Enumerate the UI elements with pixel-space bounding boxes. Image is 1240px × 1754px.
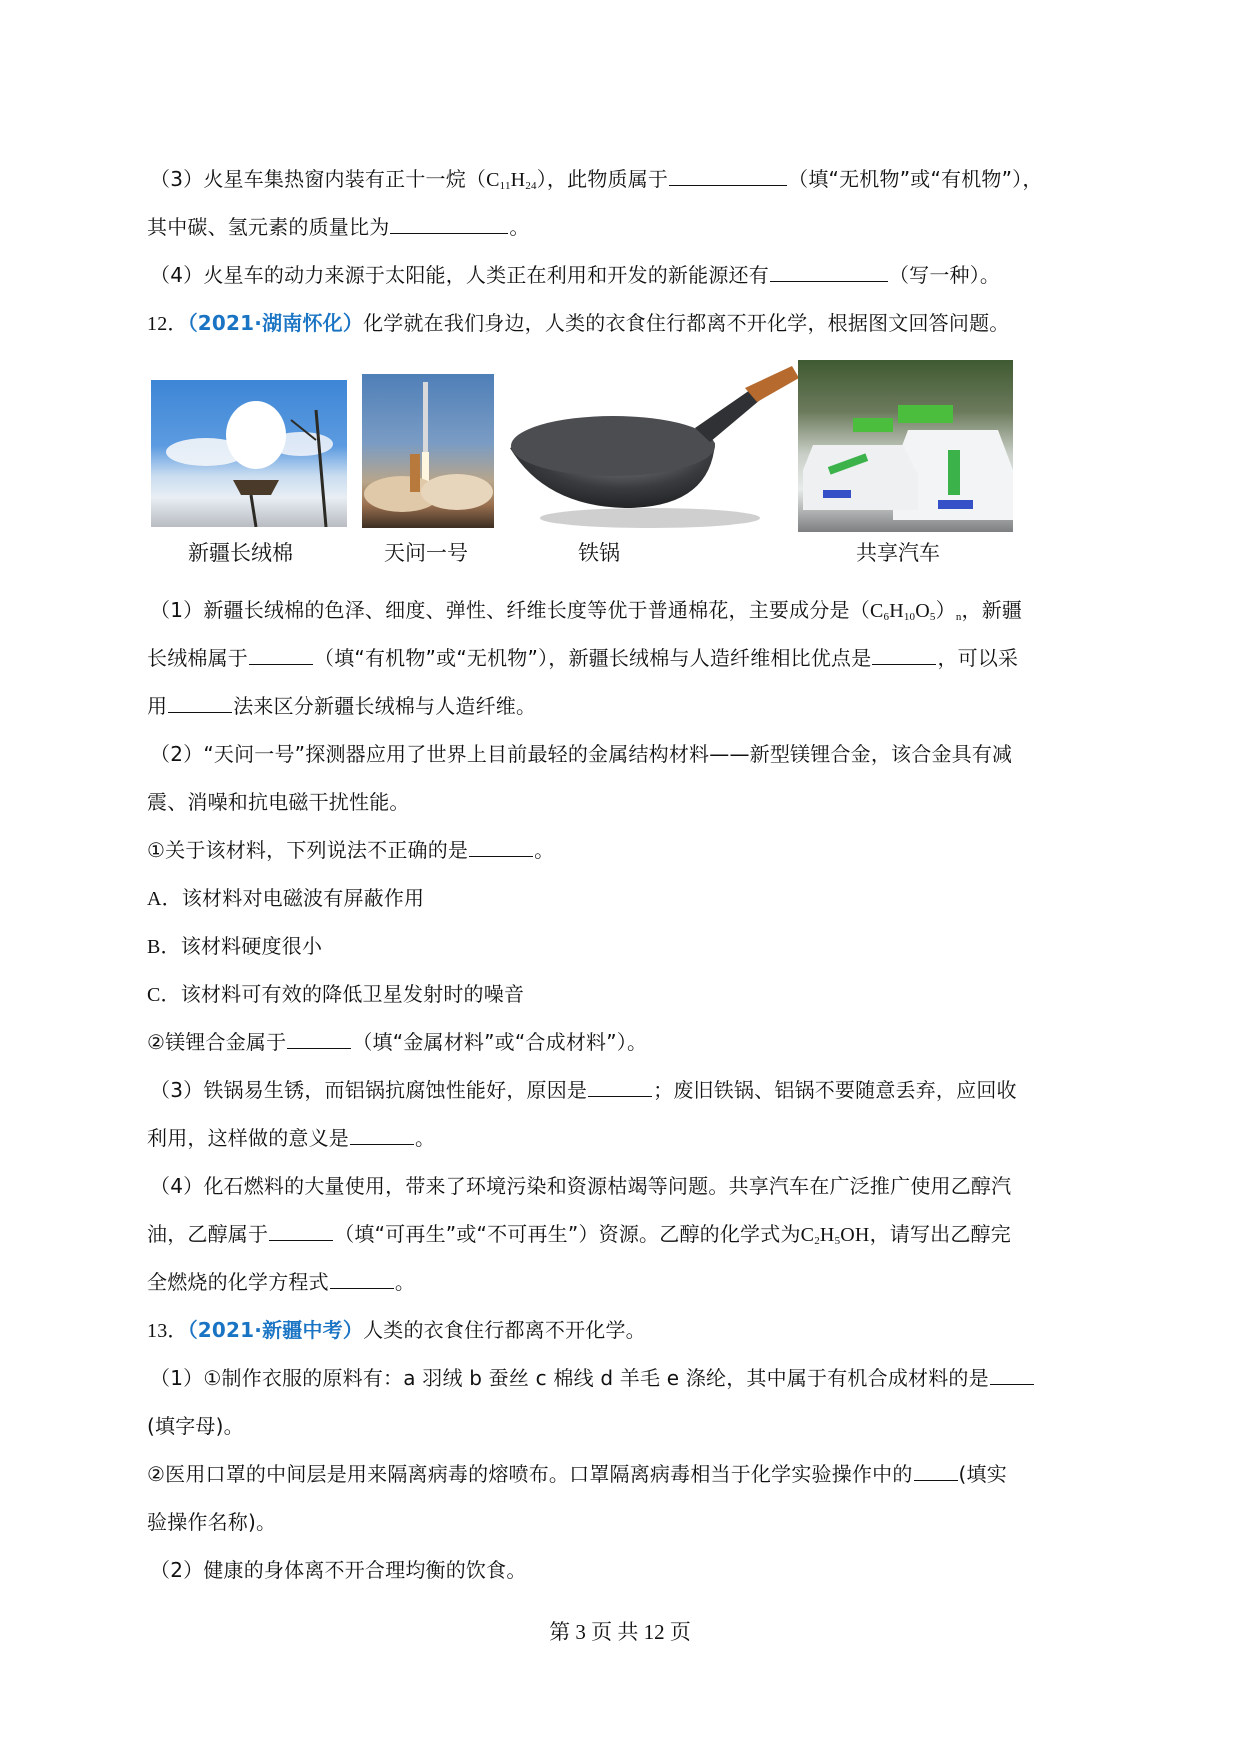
text: 。 [534,838,555,862]
answer-blank[interactable] [330,1270,394,1289]
shared-car-photo [798,360,1013,532]
q11-part3-line1 [150,166,1043,193]
answer-blank[interactable] [669,167,787,186]
source-tag[interactable]: （2021·湖南怀化） [187,311,364,335]
text: 用 [147,694,168,718]
option-c[interactable] [147,981,524,1008]
figure-caption-cotton: 新疆长绒棉 [188,541,293,565]
q12-part4-line3 [147,1269,415,1295]
footer-text: 页 [669,1620,691,1644]
figure-caption-rocket: 天问一号 [384,541,468,565]
q13-part1-line1 [150,1365,1035,1391]
answer-blank[interactable] [914,1462,958,1481]
question-text: 化学就在我们身边，人类的衣食住行都离不开化学，根据图文回答问题。 [363,311,1010,335]
answer-blank[interactable] [287,1030,351,1049]
answer-blank[interactable] [168,694,232,713]
text: （4）火星车的动力来源于太阳能，人类正在利用和开发的新能源还有 [150,263,769,287]
option-b[interactable] [147,933,322,960]
q12-part2-line1: （2）“天问一号”探测器应用了世界上目前最轻的金属结构材料——新型镁锂合金，该合金具有减 [150,742,1013,766]
answer-blank[interactable] [872,646,936,665]
q11-part4 [150,262,1000,288]
figure-caption-wok: 铁锅 [578,541,620,565]
q12-part1-line2 [147,645,1018,671]
answer-blank[interactable] [249,646,313,665]
q12-stem [147,310,1009,337]
answer-blank[interactable] [350,1126,414,1145]
answer-blank[interactable] [269,1222,333,1241]
option-a[interactable] [147,885,424,912]
option-text: 该材料对电磁波有屏蔽作用 [181,886,425,910]
question-text: 人类的衣食住行都离不开化学。 [363,1318,646,1342]
option-text: 该材料可有效的降低卫星发射时的噪音 [180,982,525,1006]
q12-part1-line1 [150,597,1022,624]
answer-blank[interactable] [588,1078,652,1097]
question-number: 13． [147,1320,188,1342]
option-text: 该材料硬度很小 [180,934,323,958]
question-number: 12． [147,313,188,335]
q13-stem [147,1317,646,1344]
cotton-photo [151,380,347,527]
text: ，新疆 [961,598,1023,622]
text: ，请写出乙醇完 [869,1222,1011,1246]
text: ，可以采 [937,646,1019,670]
text: 油，乙醇属于 [147,1222,269,1246]
q12-part3-line2 [147,1125,435,1151]
text: ；废旧铁锅、铝锅不要随意丢弃，应回收 [653,1078,1017,1102]
text: （1）新疆长绒棉的色泽、细度、弹性、纤维长度等优于普通棉花，主要成分是（ [150,598,870,622]
answer-blank[interactable] [770,263,888,282]
formula-cellulose: $C_6H_{10}O_5)_n$ [869,600,962,623]
text: ①关于该材料，下列说法不正确的是 [147,838,469,862]
text: 法来区分新疆长绒棉与人造纤维。 [233,694,537,718]
q11-part3-line2 [147,214,530,240]
q12-part2-sub1 [147,837,554,863]
text: 。 [394,1270,416,1294]
text: （3）铁锅易生锈，而铝锅抗腐蚀性能好，原因是 [150,1078,588,1102]
q12-part4-line1: （4）化石燃料的大量使用，带来了环境污染和资源枯竭等问题。共享汽车在广泛推广使用乙醇汽 [150,1174,1012,1198]
q13-part1-sub2-line2: 验操作名称)。 [147,1510,277,1534]
q13-part1-sub2-line1 [147,1461,1007,1487]
rocket-photo [362,374,494,528]
current-page-number: 3 [575,1620,586,1644]
total-pages: 12 [643,1620,665,1644]
page-footer [0,1616,1240,1646]
text: （1）①制作衣服的原料有：a 羽绒 b 蚕丝 c 棉线 d 羊毛 e 涤纶，其中属于有机合成材料的是 [150,1366,989,1390]
source-tag[interactable]: （2021·新疆中考） [187,1318,364,1342]
option-label: C． [147,984,181,1006]
q13-part2: （2）健康的身体离不开合理均衡的饮食。 [150,1558,527,1582]
text: 其中碳、氢元素的质量比为 [147,215,390,239]
text: 。 [509,215,530,239]
text: （填“无机物”或“有机物”）， [788,167,1043,191]
text: （填“有机物”或“无机物”），新疆长绒棉与人造纤维相比优点是 [314,646,872,670]
answer-blank[interactable] [390,215,508,234]
footer-text: 页 共 [591,1620,639,1644]
text: (填实 [958,1462,1007,1486]
q12-part3-line1 [150,1077,1017,1103]
text: 长绒棉属于 [147,646,248,670]
wok-photo [505,358,800,533]
q13-part1-line2: (填字母)。 [147,1414,244,1438]
text: 全燃烧的化学方程式 [147,1270,329,1294]
footer-text: 第 [549,1620,571,1644]
q12-part4-line2 [147,1221,1011,1248]
text: （3）火星车集热窗内装有正十一烷（ [150,167,487,191]
q12-part2-sub2 [147,1029,647,1055]
text: 利用，这样做的意义是 [147,1126,349,1150]
text: ②镁锂合金属于 [147,1030,287,1054]
answer-blank[interactable] [990,1366,1034,1385]
q12-part1-line3 [147,693,536,719]
text: ），此物质属于 [536,167,669,191]
q12-part2-line2: 震、消噪和抗电磁干扰性能。 [147,790,410,814]
text: （写一种）。 [888,263,1001,287]
figure-caption-car: 共享汽车 [856,541,940,565]
text: （填“可再生”或“不可再生”）资源。乙醇的化学式为 [334,1222,801,1246]
formula-undecane: $C_{11}H_{24}$ [486,169,537,192]
text: （填“金属材料”或“合成材料”）。 [352,1030,648,1054]
text: ②医用口罩的中间层是用来隔离病毒的熔喷布。口罩隔离病毒相当于化学实验操作中的 [147,1462,913,1486]
option-label: B． [147,936,181,958]
formula-ethanol: $C_2H_5OH$ [800,1224,870,1247]
text: 。 [415,1126,436,1150]
answer-blank[interactable] [469,838,533,857]
option-label: A． [147,888,182,910]
